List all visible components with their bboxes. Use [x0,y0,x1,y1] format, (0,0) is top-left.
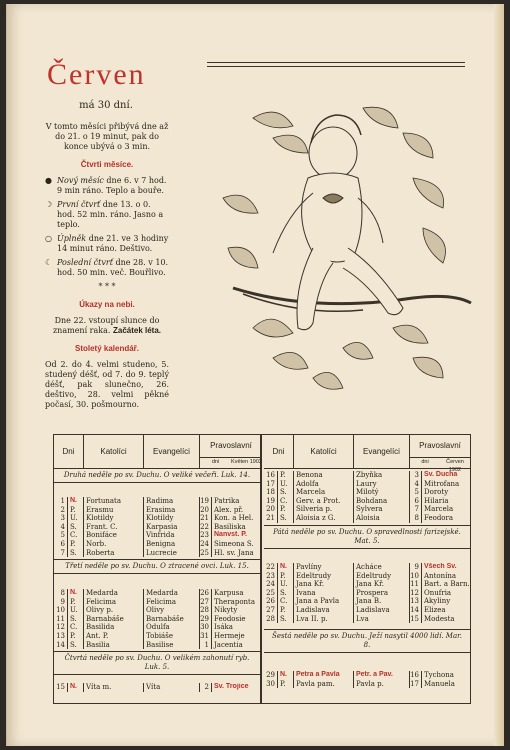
weekday: Ú. [68,514,84,523]
table-row [54,606,260,615]
evangelic-name: Karpasia [144,523,200,532]
table-row [54,523,260,532]
table-header-right [264,435,470,474]
table-row [264,563,470,572]
saints-calendar-table [53,434,471,704]
orthodox-name: Feodosie [214,614,246,623]
orthodox-name: Nikyty [214,606,238,615]
day-number: 26 [264,597,278,606]
weekday: Č. [278,497,294,506]
table-row [54,632,260,641]
table-row [264,615,470,624]
day-number: 3 [54,514,68,523]
day-number: 22 [264,563,278,572]
orthodox-day: 2 [200,683,212,692]
orthodox-name: Bart. a Barn. [424,580,470,589]
calendar-page [6,4,504,746]
table-row [264,488,470,497]
catholic-name: Ivana [294,589,354,598]
orthodox-day: 17 [410,680,422,689]
sunday-note: Třetí neděle po sv. Duchu. O ztracené ovci. Luk. 15. [54,559,260,574]
sunday-note: Druhá neděle po sv. Duchu. O veliké večeři. Luk. 14. [54,469,260,483]
orthodox-day: 22 [200,523,212,532]
orthodox-day: 3 [410,471,422,480]
catholic-name: Gerv. a Prot. [294,497,354,506]
orthodox-day: 16 [410,671,422,680]
orthodox-name: Feodora [424,513,454,522]
catholic-name: Lva II. p. [294,615,354,624]
rows-block [54,589,260,649]
table-row [264,497,470,506]
evangelic-name: Milotý [354,488,410,497]
weekday: S. [68,615,84,624]
evangelic-name: Radima [144,497,200,506]
catholic-name: Basilida [84,623,144,632]
moon-phase-item: ● Nový měsíc dne 6. v 7 hod. 9 min ráno. Teplo a bouře. [45,176,167,195]
catholic-name: Olivy p. [84,606,144,615]
sunday-note: Pátá neděle po sv. Duchu. O spravedlnosti farizejské. Mat. 5. [264,525,470,549]
day-number: 9 [54,598,68,607]
catholic-name: Medarda [84,589,144,598]
moon-phase-icon: ● [45,176,52,185]
weekday: N. [68,497,84,506]
orthodox-day: 10 [410,572,422,581]
orthodox-name: Tychona [424,671,454,679]
day-number: 13 [54,632,68,641]
evangelic-name: Tobiáše [144,632,200,641]
orthodox-name: Kon. a Hel. [214,514,254,523]
evangelic-name: Benigna [144,540,200,549]
table-right-half [264,435,470,703]
weekday: N. [278,671,294,680]
evangelic-name: Pavla p. [354,680,410,689]
orthodox-day: 24 [200,540,212,549]
catholic-name: Jana Kř. [294,580,354,589]
orthodox-day: 30 [200,623,212,632]
weekday: Ú. [278,580,294,589]
table-row [54,497,260,506]
month-days: má 30 dní. [79,100,133,111]
header-catholic: Katolíci [84,435,144,469]
orthodox-name: Basiliska [214,522,246,531]
moon-phase-item: ○ Úplněk dne 21. ve 3 hodiny 14 minut ráno. Deštivo. [45,234,169,253]
phases-heading: Čtvrti měsíce. [80,160,134,169]
catholic-name: Benona [294,471,354,480]
table-row [264,680,470,689]
evangelic-name: Sylvera [354,505,410,514]
table-row [54,514,260,523]
catholic-name: Fortunata [84,497,144,506]
orthodox-name: Simeona S. [214,539,254,548]
orthodox-name: Jacentia [214,640,243,649]
table-row [54,531,260,540]
catholic-name: Bonifáce [84,531,144,540]
orthodox-name: Mitrofana [424,479,460,488]
catholic-name: Edeltrudy [294,572,354,581]
orthodox-name: Marcela [424,505,454,514]
weekday: P. [278,606,294,615]
orthodox-day: 27 [200,598,212,607]
rows-block [264,671,470,688]
moon-phase-icon: ○ [45,234,52,243]
header-evangelic: Evangelíci [144,435,200,469]
catholic-name: Basilia [84,641,144,650]
table-row [264,597,470,606]
table-row [54,540,260,549]
table-row [264,572,470,581]
sky-heading: Úkazy na nebi. [79,300,135,309]
weekday: Ú. [68,606,84,615]
evangelic-name: Zbyňka [354,471,410,480]
orthodox-name: Sv. Trojice [214,683,249,690]
evangelic-name: Petr. a Pav. [354,671,410,680]
weekday: Ú. [278,480,294,489]
weekday: P. [68,632,84,641]
catholic-name: Marcela [294,488,354,497]
moon-phase-item: ☽ První čtvrť dne 13. o 0. hod. 52 min. ráno. Jasno a teplo. [45,200,164,229]
day-number: 8 [54,589,68,598]
table-row [264,589,470,598]
weekday: P. [278,505,294,514]
evangelic-name: Prospera [354,589,410,598]
catholic-name: Ant. P. [84,632,144,641]
orthodox-day: 14 [410,606,422,615]
catholic-name: Roberta [84,549,144,558]
orthodox-day: 28 [200,606,212,615]
evangelic-name: Odulfa [144,623,200,632]
day-number: 14 [54,641,68,650]
catholic-name: Erasmu [84,506,144,515]
orthodox-name: Patrika [214,497,240,505]
weekday: Č. [278,597,294,606]
orthodox-day: 13 [410,597,422,606]
evangelic-name: Lva [354,615,410,624]
weekday: S. [68,549,84,558]
table-row [264,580,470,589]
table-row [264,480,470,489]
rows-block [54,683,260,692]
header-day: Dni [54,435,84,469]
evangelic-name: Lucrecie [144,549,200,558]
orthodox-day: 19 [200,497,212,506]
weekday: P. [68,506,84,515]
day-number: 19 [264,497,278,506]
orthodox-name: Karpusa [214,589,244,597]
evangelic-name: Acháce [354,563,410,572]
day-number: 24 [264,580,278,589]
orthodox-name: Akyliny [424,597,451,606]
table-row [264,505,470,514]
evangelic-name: Jana B. [354,597,410,606]
catholic-name: Felicima [84,598,144,607]
catholic-name: Klotildy [84,514,144,523]
orthodox-name: Doroty [424,488,449,497]
orthodox-day: 11 [410,580,422,589]
orthodox-day: 23 [200,531,212,540]
month-intro: V tomto měsíci přibývá dne až do 21. o 19 minut, pak do konce ubývá o 3 min. [45,122,169,151]
orthodox-name: Antonína [424,571,457,580]
day-number: 28 [264,615,278,624]
evangelic-name: Basilise [144,641,200,650]
weekday: S. [68,641,84,650]
day-number: 18 [264,488,278,497]
orthodox-day: 6 [410,497,422,506]
orthodox-day: 5 [410,488,422,497]
weekday: S. [278,488,294,497]
day-number: 30 [264,680,278,689]
day-number: 5 [54,531,68,540]
moon-phase-item: ☾ Poslední čtvrť dne 28. v 10. hod. 50 min. več. Bouřlivo. [45,258,169,277]
header-orthodox: Pravoslavní dni Květen 1902 [200,435,262,469]
title-rules [207,62,465,70]
table-row [54,641,260,650]
orthodox-name: Alex. př. [214,505,244,514]
month-title: Červen [47,58,146,91]
day-number: 10 [54,606,68,615]
table-row [54,683,260,692]
orthodox-day: 9 [410,563,422,572]
day-number: 27 [264,606,278,615]
evangelic-name: Klotildy [144,514,200,523]
evangelic-name: Edeltrudy [354,572,410,581]
cherub-illustration [213,98,475,398]
table-row [54,615,260,624]
table-row [54,623,260,632]
orthodox-day: 15 [410,615,422,624]
orthodox-day: 25 [200,549,212,558]
day-number: 7 [54,549,68,558]
catholic-name: Norb. [84,540,144,549]
moon-phases [45,176,169,278]
table-row [264,514,470,523]
day-number: 1 [54,497,68,506]
weekday: N. [68,683,84,692]
orthodox-day: 20 [200,506,212,515]
weekday: N. [68,589,84,598]
catholic-name: Pavla pam. [294,680,354,689]
catholic-name: Pavlíny [294,563,354,572]
orthodox-name: Hilaria [424,496,449,505]
orthodox-name: Manuela [424,679,455,688]
day-number: 23 [264,572,278,581]
catholic-name: Silveria p. [294,505,354,514]
day-number: 2 [54,506,68,515]
evangelic-name: Vinfrida [144,531,200,540]
table-row [264,671,470,680]
sky-text: Dne 22. vstoupí slunce do znamení raka. Začátek léta. [52,316,162,335]
evangelic-name: Laury [354,480,410,489]
century-heading: Stoletý kalendář. [74,344,140,353]
orthodox-day: 21 [200,514,212,523]
orthodox-day: 12 [410,589,422,598]
orthodox-day: 8 [410,514,422,523]
evangelic-name: Víta [144,683,200,692]
orthodox-name: Všech Sv. [424,563,457,570]
day-number: 20 [264,505,278,514]
table-row [54,598,260,607]
header-catholic: Katolíci [294,435,354,469]
day-number: 16 [264,471,278,480]
table-row [54,506,260,515]
weekday: P. [278,471,294,480]
day-number: 11 [54,615,68,624]
header-day: Dni [264,435,294,469]
evangelic-name: Bohdana [354,497,410,506]
orthodox-day: 29 [200,615,212,624]
century-text: Od 2. do 4. velmi studeno, 5. studený déšť, od 7. do 9. teplý déšť, pak slunečno, 26. deštivo, 28. velmi pěkné počasí, 30. pošmourno. [45,360,169,409]
catholic-name: Jana a Pavla [294,597,354,606]
sunday-note: Čtvrtá neděle po sv. Duchu. O velikém zahonutí ryb. Luk. 5. [54,651,260,675]
moon-phase-icon: ☽ [45,200,53,209]
stars-divider: * * * [98,282,116,291]
orthodox-name: Onufria [424,588,452,597]
weekday: S. [278,615,294,624]
day-number: 21 [264,514,278,523]
weekday: P. [278,680,294,689]
orthodox-day: 7 [410,505,422,514]
orthodox-name: Elizea [424,605,446,614]
orthodox-day: 4 [410,480,422,489]
weekday: P. [68,540,84,549]
rows-block [264,471,470,523]
evangelic-name: Erasima [144,506,200,515]
orthodox-name: Sv. Ducha [424,471,458,478]
month-info-column [45,122,169,414]
orthodox-day: 26 [200,589,212,598]
orthodox-name: Nanvst. P. [214,531,247,539]
weekday: Č. [68,623,84,632]
orthodox-day: 1 [200,641,212,650]
rows-block [54,497,260,557]
day-number: 29 [264,671,278,680]
sunday-note: Šestá neděle po sv. Duchu. Ježí nasytil 4000 lidí. Mar. 8. [264,629,470,653]
orthodox-name: Modesta [424,614,455,623]
weekday: P. [68,598,84,607]
evangelic-name: Medarda [144,589,200,598]
evangelic-name: Olivy [144,606,200,615]
weekday: Č. [68,531,84,540]
catholic-name: Víta m. [84,683,144,692]
catholic-name: Aloisia z G. [294,514,354,523]
table-row [264,606,470,615]
evangelic-name: Aloisia [354,514,410,523]
day-number: 17 [264,480,278,489]
orthodox-name: Theraponta [214,597,256,606]
moon-phase-icon: ☾ [45,258,53,267]
header-orthodox: Pravoslavní dni Červen 1902 [410,435,470,469]
day-number: 15 [54,683,68,692]
weekday: S. [68,523,84,532]
orthodox-day: 31 [200,632,212,641]
table-left-half [54,435,262,703]
weekday: S. [278,589,294,598]
orthodox-name: Isáka [214,623,233,632]
catholic-name: Frant. C. [84,523,144,532]
catholic-name: Barnabáše [84,615,144,624]
evangelic-name: Jana Kř. [354,580,410,589]
rows-block [264,563,470,623]
evangelic-name: Ladislava [354,606,410,615]
orthodox-name: Hl. sv. Jana [214,548,254,557]
day-number: 12 [54,623,68,632]
table-header-left [54,435,260,469]
catholic-name: Petra a Pavla [294,671,354,680]
weekday: S. [278,514,294,523]
weekday: N. [278,563,294,572]
header-evangelic: Evangelíci [354,435,410,469]
day-number: 4 [54,523,68,532]
table-row [54,549,260,558]
orthodox-name: Hermeje [214,631,245,640]
evangelic-name: Felicima [144,598,200,607]
catholic-name: Ladislava [294,606,354,615]
table-row [54,589,260,598]
day-number: 25 [264,589,278,598]
day-number: 6 [54,540,68,549]
weekday: P. [278,572,294,581]
table-row [264,471,470,480]
page-edge [494,4,504,746]
catholic-name: Adolfa [294,480,354,489]
evangelic-name: Barnabáše [144,615,200,624]
